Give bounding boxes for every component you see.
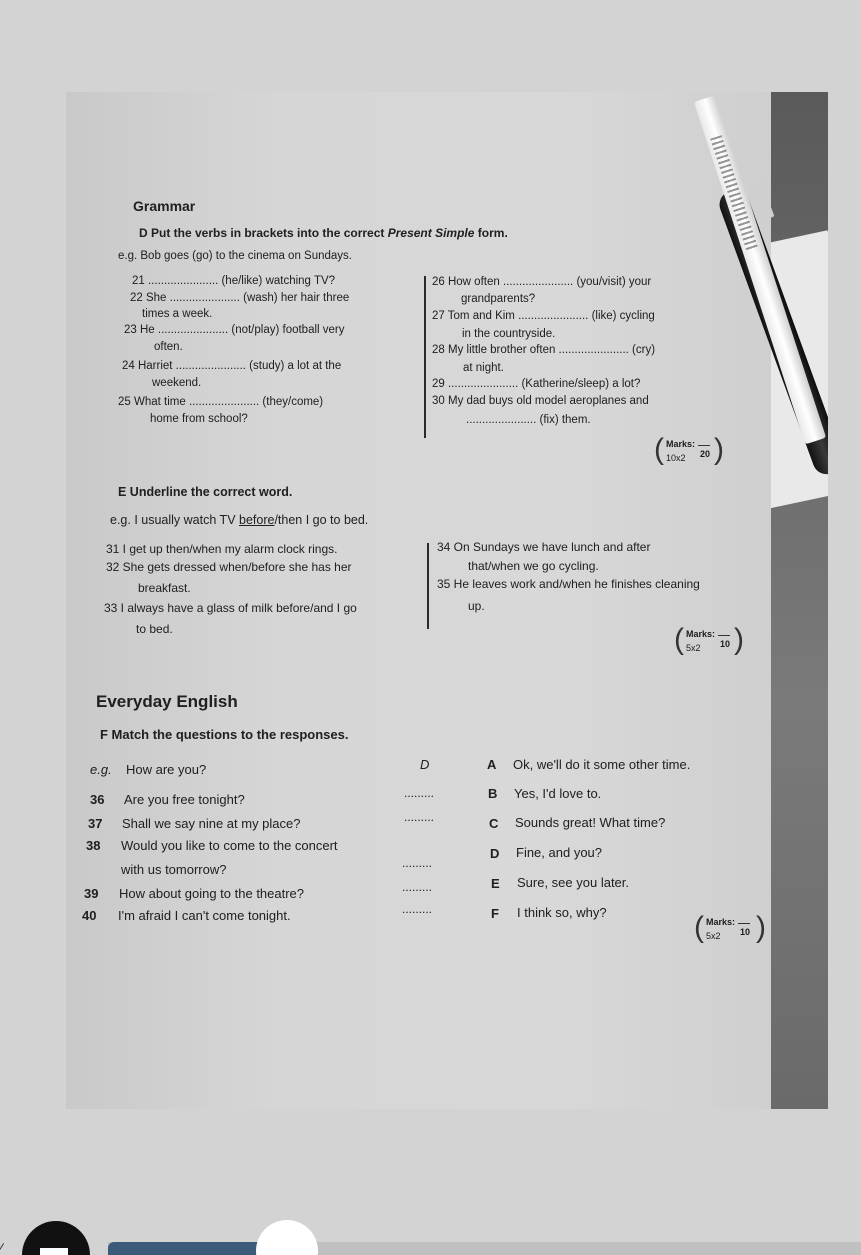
marks-total: 20 [700, 449, 711, 459]
question-38-cont: with us tomorrow? [121, 862, 227, 877]
item-22: 22 She ...................... (wash) her hair three [130, 292, 350, 304]
menu-icon [40, 1248, 68, 1255]
marks-total: 10 [720, 639, 731, 649]
marks-label: Marks: [686, 629, 716, 639]
response-c-letter: C [489, 816, 499, 831]
item-28-cont: at night. [463, 362, 504, 374]
response-e: Sure, see you later. [517, 875, 630, 890]
item-25-cont: home from school? [150, 413, 248, 425]
answer-eg: D [420, 757, 430, 772]
instruction-e: E Underline the correct word. [118, 485, 293, 499]
question-40-num: 40 [82, 908, 97, 923]
item-21: 21 ...................... (he/like) watching TV? [132, 275, 336, 287]
question-37: Shall we say nine at my place? [122, 816, 301, 831]
item-34: 34 On Sundays we have lunch and after [437, 540, 651, 554]
item-23: 23 He ...................... (not/play) football very [124, 324, 345, 336]
answer-40[interactable]: ......... [402, 902, 433, 916]
instruction-f: F Match the questions to the responses. [100, 727, 349, 742]
marks-label: Marks: [666, 439, 696, 449]
column-divider [424, 276, 426, 438]
progress-scrubber-handle[interactable] [256, 1220, 318, 1255]
marks-label: Marks: [706, 917, 736, 927]
question-38: Would you like to come to the concert [121, 838, 338, 853]
item-27: 27 Tom and Kim ...................... (like) cycling [432, 310, 655, 322]
item-33: 33 I always have a glass of milk before/and I go [104, 601, 357, 615]
question-eg: How are you? [126, 762, 207, 777]
response-a: Ok, we'll do it some other time. [513, 757, 691, 772]
item-24: 24 Harriet ...................... (study) a lot at the [122, 360, 342, 372]
response-f-letter: F [491, 906, 499, 921]
response-d: Fine, and you? [516, 845, 603, 860]
example-d: e.g. Bob goes (go) to the cinema on Sundays. [118, 250, 352, 262]
slash-icon: ∕ [0, 1240, 3, 1255]
question-36-num: 36 [90, 792, 105, 807]
item-27-cont: in the countryside. [462, 328, 556, 340]
response-b: Yes, I'd love to. [514, 786, 602, 801]
question-39: How about going to the theatre? [119, 886, 305, 901]
item-22-cont: times a week. [142, 308, 213, 320]
item-32: 32 She gets dressed when/before she has her [106, 560, 352, 574]
item-30-cont: ...................... (fix) them. [466, 414, 591, 426]
question-39-num: 39 [84, 886, 99, 901]
document-photo: Grammar D Put the verbs in brackets into the correct Present Simple form. e.g. Bob goes (go) to the cinema on Sundays. 21 ...................... (he/like) watching TV? 22 She ...................... (wash) her hair three times a week. 23 He ...................... (not/play) football very often. 24 Harriet ...................... (study) a lot at the weekend. 25 What time ...................... (they/come) home from school? 26 How often ...................... (you/visit) your grandparents? 27 Tom and Kim ...................... (like) cycling in the countryside. 28 My little brother often ...................... (cry) at night. 29 ...................... (Katherine/sleep) a lot? 30 My dad buys old model aeroplanes and ...................... (fix) them. ( Marks: 10x2 20 ) E Underline the correct word. e.g. I usually watch TV before/then I go to bed. 31 I get up then/when my alarm clock rings. 32 She gets dressed when/before she has her breakfast. 33 I always have a glass of milk before/and I go to bed. 34 On Sundays we have lunch and after that/when we go cycling. 35 He leaves work and/when he finishes cleaning up. ( Marks: 5x2 10 ) Everyday English F Match the questions to the responses. e.g. How are you? D 36 Are you free tonight? ......... 37 Shall we say nine at my place? ......... 38 Would you like to come to the concert with us tomorrow? ......... 39 How about going to the theatre? ......... 40 I'm afraid I can't come tonight. ......... A Ok, we'll do it some other time. B Yes, I'd love to. C Sounds great! What time? D Fine, and you? E Sure, see you later. F I think so, why? ( Marks: 5x2 10 ) [66, 92, 828, 1109]
question-40: I'm afraid I can't come tonight. [118, 908, 291, 923]
progress-fill [108, 1242, 268, 1255]
question-eg-num: e.g. [90, 762, 112, 777]
response-a-letter: A [487, 757, 497, 772]
item-30: 30 My dad buys old model aeroplanes and [432, 395, 649, 407]
question-36: Are you free tonight? [124, 792, 245, 807]
item-26: 26 How often ...................... (you/visit) your [432, 276, 652, 288]
item-33-cont: to bed. [136, 622, 173, 636]
item-35-cont: up. [468, 599, 485, 613]
response-f: I think so, why? [517, 905, 607, 920]
answer-37[interactable]: ......... [404, 810, 435, 824]
marks-multiplier: 5x2 [686, 643, 701, 653]
marks-multiplier: 10x2 [666, 453, 686, 463]
item-26-cont: grandparents? [461, 293, 536, 305]
response-c: Sounds great! What time? [515, 815, 666, 830]
item-25: 25 What time ...................... (they/come) [118, 396, 324, 408]
item-35: 35 He leaves work and/when he finishes cleaning [437, 577, 700, 591]
question-38-num: 38 [86, 838, 101, 853]
example-e: e.g. I usually watch TV before/then I go to bed. [110, 513, 369, 527]
instruction-d: D Put the verbs in brackets into the correct Present Simple form. [139, 226, 508, 240]
item-28: 28 My little brother often ...................... (cry) [432, 344, 656, 356]
response-d-letter: D [490, 846, 500, 861]
item-29: 29 ...................... (Katherine/sleep) a lot? [432, 378, 641, 390]
marks-total: 10 [740, 927, 751, 937]
response-e-letter: E [491, 876, 500, 891]
item-34-cont: that/when we go cycling. [468, 559, 599, 573]
item-23-cont: often. [154, 341, 183, 353]
answer-36[interactable]: ......... [404, 786, 435, 800]
section-heading-everyday-english: Everyday English [96, 692, 238, 711]
column-divider-e [427, 543, 429, 629]
section-heading-grammar: Grammar [133, 198, 196, 214]
question-37-num: 37 [88, 816, 103, 831]
marks-multiplier: 5x2 [706, 931, 721, 941]
response-b-letter: B [488, 786, 498, 801]
item-31: 31 I get up then/when my alarm clock rings. [106, 542, 338, 556]
answer-39[interactable]: ......... [402, 880, 433, 894]
item-24-cont: weekend. [152, 377, 202, 389]
answer-38[interactable]: ......... [402, 856, 433, 870]
item-32-cont: breakfast. [138, 581, 191, 595]
